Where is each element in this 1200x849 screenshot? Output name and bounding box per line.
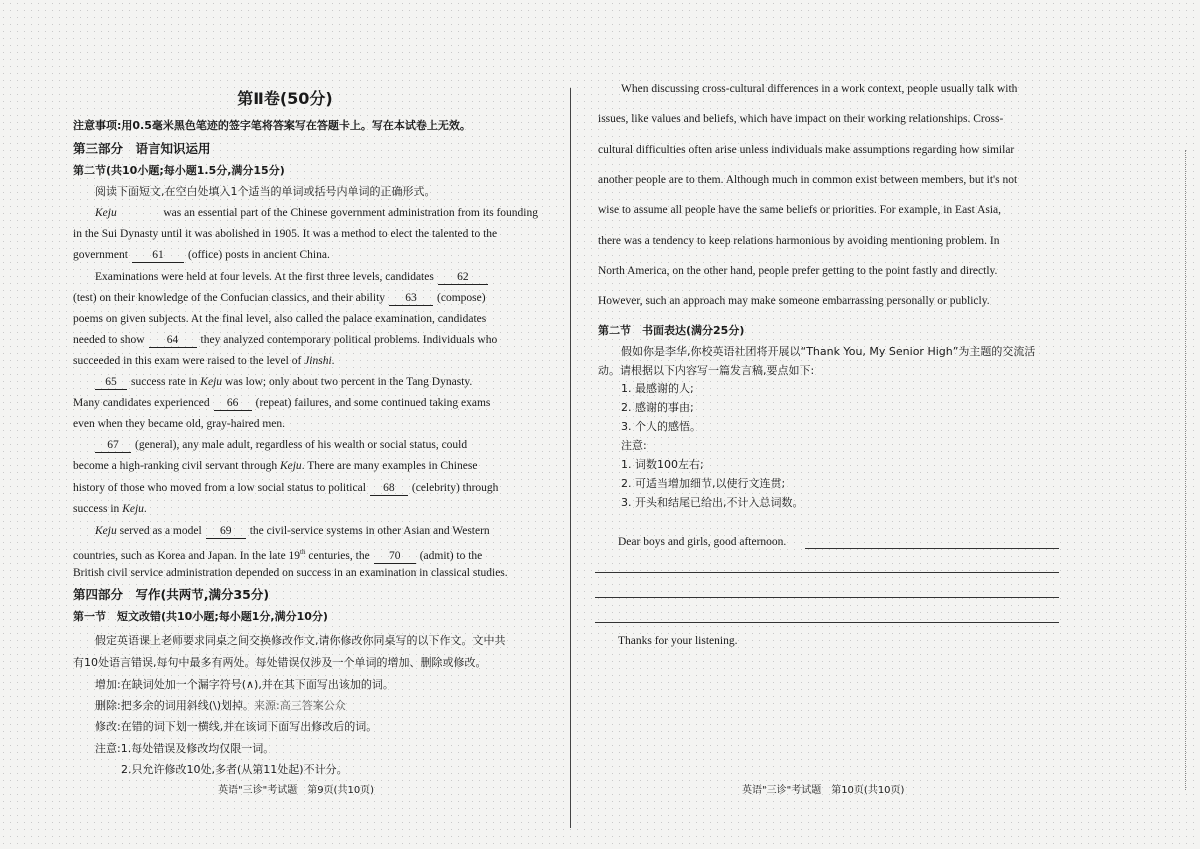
- blank-70[interactable]: 70: [374, 549, 416, 564]
- p4-l2-pre: become a high-ranking civil servant through: [73, 460, 278, 472]
- blank-65[interactable]: 65: [95, 375, 127, 390]
- blank-62[interactable]: 62: [438, 270, 488, 285]
- superscript-th: th: [300, 548, 306, 556]
- notice: 注意事项:用0.5毫米黑色笔迹的签字笔将答案写在答题卡上。写在本试卷上无效。: [73, 119, 471, 132]
- p3-l2-post: (repeat) failures, and some continued taking exams: [255, 397, 491, 409]
- p2-l1-text: Examinations were held at four levels. At the first three levels, candidates: [95, 271, 434, 283]
- rule-add: 增加:在缺词处加一个漏字符号(∧),并在其下面写出该加的词。: [95, 678, 394, 691]
- p2-line3: poems on given subjects. At the final level, also called the palace examination, candidates: [73, 313, 487, 325]
- p5-l2-mid: centuries, the: [308, 549, 370, 562]
- jinshi-term: Jinshi: [304, 355, 332, 367]
- p3-line3: even when they became old, gray-haired men.: [73, 418, 286, 430]
- p1-l3-pre: government: [73, 249, 128, 261]
- writing-section-title: 第二节 书面表达(满分25分): [598, 324, 745, 337]
- keju-term: Keju: [122, 503, 144, 515]
- footer-page9: 英语"三诊"考试题 第9页(共10页): [218, 785, 375, 796]
- p5-line1: [95, 524, 490, 539]
- passage-line2: issues, like values and beliefs, which have impact on their working relationships. Cross-: [598, 113, 1004, 125]
- p2-l4-pre: needed to show: [73, 334, 145, 346]
- passage-line4: another people are to them. Although much in common exist between members, but it's not: [598, 174, 1018, 186]
- blank-61[interactable]: 61: [132, 248, 184, 263]
- section2-title: 第二节(共10小题;每小题1.5分,满分15分): [73, 164, 285, 177]
- point-2: 2. 感谢的事由;: [621, 401, 694, 414]
- p4-l4-pre: success in: [73, 503, 120, 515]
- blank-66[interactable]: 66: [214, 396, 252, 411]
- blank-69[interactable]: 69: [206, 524, 246, 539]
- p2-l5-pre: succeeded in this exam were raised to the level of: [73, 355, 302, 367]
- task-line2: 动。请根据以下内容写一篇发言稿,要点如下:: [598, 364, 815, 377]
- rule-modify: 修改:在错的词下划一横线,并在该词下面写出修改后的词。: [95, 720, 378, 733]
- rule-delete-text: 删除:把多余的词用斜线(\)划掉。: [95, 699, 254, 712]
- passage-line3: cultural difficulties often arise unless individuals make assumptions regarding how similar: [598, 144, 1015, 156]
- keju-term: Keju: [95, 525, 117, 537]
- p5-l1-post: the civil-service systems in other Asian and Western: [249, 525, 490, 537]
- passage-line6: there was a tendency to keep relations harmonious by avoiding mentioning problem. In: [598, 235, 1000, 247]
- error-intro2: 有10处语言错误,每句中最多有两处。每处错误仅涉及一个单词的增加、删除或修改。: [73, 656, 487, 669]
- note-item-2: 2. 可适当增加细节,以使行文连贯;: [621, 477, 786, 490]
- p5-line2: [73, 545, 482, 564]
- blank-67[interactable]: 67: [95, 438, 131, 453]
- closing-line: Thanks for your listening.: [618, 635, 738, 647]
- p4-l3-pre: history of those who moved from a low social status to political: [73, 482, 366, 494]
- writing-line-3[interactable]: [595, 597, 1059, 598]
- p3-l2-pre: Many candidates experienced: [73, 397, 210, 409]
- footer-page10: 英语"三诊"考试题 第10页(共10页): [742, 785, 905, 796]
- p2-line1: [95, 270, 492, 285]
- right-page: [575, 0, 1200, 849]
- note2: 2.只允许修改10处,多者(从第11处起)不计分。: [121, 763, 348, 776]
- blank-68[interactable]: 68: [370, 481, 408, 496]
- passage-line7: North America, on the other hand, people prefer getting to the point fastly and directly.: [598, 265, 998, 277]
- left-page: [0, 0, 570, 849]
- blank-64[interactable]: 64: [149, 333, 197, 348]
- p2-l4-post: they analyzed contemporary political problems. Individuals who: [200, 334, 498, 346]
- passage-line5: wise to assume all people have the same beliefs or priorities. For example, in East Asia,: [598, 204, 1002, 216]
- passage-line1: When discussing cross-cultural differences in a work context, people usually talk with: [621, 83, 1018, 95]
- p4-l2-post: . There are many examples in Chinese: [301, 460, 478, 472]
- passage-line8: However, such an approach may make someone embarrassing personally or publicly.: [598, 295, 990, 307]
- p5-l2-pre: countries, such as Korea and Japan. In the late 19: [73, 549, 301, 562]
- page-divider: [570, 88, 571, 828]
- p2-line4: [73, 333, 497, 348]
- p1-line2: in the Sui Dynasty until it was abolished in 1905. It was a method to elect the talented to the: [73, 228, 498, 240]
- keju-term: Keju: [279, 460, 302, 472]
- note-item-3: 3. 开头和结尾已给出,不计入总词数。: [621, 496, 804, 509]
- p4-line3: [73, 481, 498, 496]
- error-intro1: 假定英语课上老师要求同桌之间交换修改作文,请你修改你同桌写的以下作文。文中共: [95, 634, 506, 647]
- p4-l1-post: (general), any male adult, regardless of his wealth or social status, could: [135, 439, 468, 451]
- writing-line-1[interactable]: [805, 548, 1059, 549]
- keju-term: Keju: [200, 376, 223, 388]
- instruction: 阅读下面短文,在空白处填入1个适当的单词或括号内单词的正确形式。: [95, 185, 436, 198]
- keju-term: Keju: [95, 207, 117, 219]
- p4-line2: [73, 459, 477, 473]
- part3-title: 第三部分 语言知识运用: [73, 141, 211, 156]
- rule-delete: [95, 699, 346, 713]
- page-title: 第Ⅱ卷(50分): [237, 89, 333, 108]
- p4-l4-end: .: [143, 503, 147, 515]
- p3-l1-post: was low; only about two percent in the Tang Dynasty.: [224, 376, 473, 388]
- p5-l2-post: (admit) to the: [419, 549, 483, 562]
- writing-line-2[interactable]: [595, 572, 1059, 573]
- note-item-1: 1. 词数100左右;: [621, 458, 704, 471]
- p1-line1: [73, 206, 538, 220]
- p5-line3: British civil service administration depended on success in an examination in classical studies.: [73, 567, 508, 579]
- source-note: 来源:高三答案公众: [254, 699, 346, 712]
- task-line1: 假如你是李华,你校英语社团将开展以“Thank You, My Senior High”为主题的交流活: [621, 345, 1036, 358]
- p2-line5: [73, 354, 335, 368]
- part4-title: 第四部分 写作(共两节,满分35分): [73, 587, 270, 602]
- p2-l2-pre: (test) on their knowledge of the Confucian classics, and their ability: [73, 292, 386, 304]
- note-label: 注意:: [621, 439, 647, 452]
- writing-line-4[interactable]: [595, 622, 1059, 623]
- p2-l2-post: (compose): [437, 292, 486, 304]
- p1-line3: [73, 248, 330, 263]
- p1-l1-text: was an essential part of the Chinese government administration from its founding: [163, 207, 538, 219]
- p4-line4: [73, 502, 147, 516]
- note1: 注意:1.每处错误及修改均仅限一词。: [95, 742, 275, 755]
- p3-line1: [95, 375, 472, 390]
- p1-l3-post: (office) posts in ancient China.: [187, 249, 330, 261]
- section1-title: 第一节 短文改错(共10小题;每小题1分,满分10分): [73, 610, 328, 623]
- point-1: 1. 最感谢的人;: [621, 382, 694, 395]
- p2-line2: [73, 291, 486, 306]
- p4-l3-post: (celebrity) through: [411, 482, 499, 494]
- p2-l5-end: .: [331, 355, 335, 367]
- p3-l1-mid: success rate in: [131, 376, 198, 388]
- p3-line2: [73, 396, 490, 411]
- p4-line1: [95, 438, 467, 453]
- point-3: 3. 个人的感悟。: [621, 420, 701, 433]
- blank-63[interactable]: 63: [389, 291, 433, 306]
- opening-line: Dear boys and girls, good afternoon.: [618, 536, 787, 548]
- p5-l1-pre: served as a model: [119, 525, 202, 537]
